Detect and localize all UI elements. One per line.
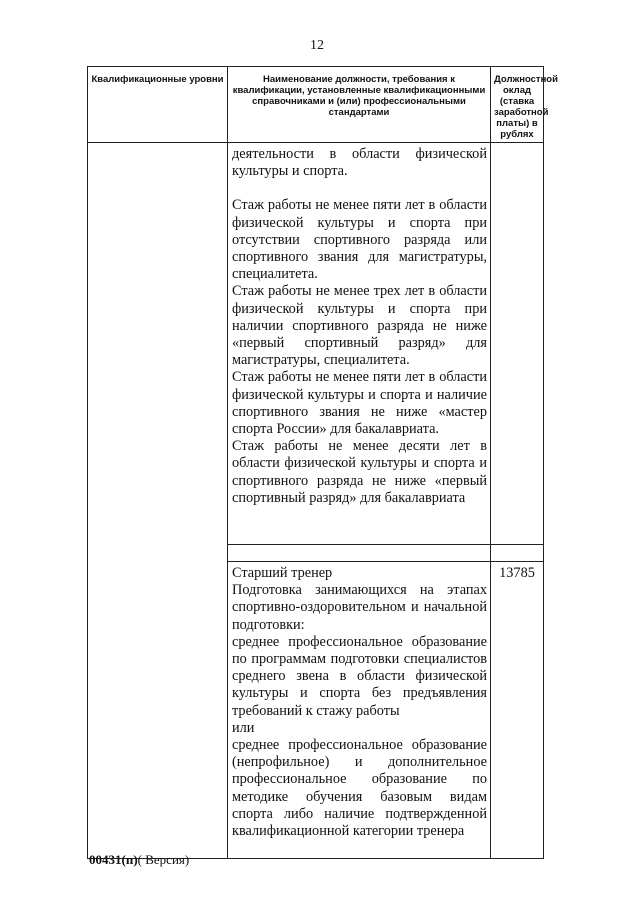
- requirement-item: Стаж работы не менее пяти лет в области физической культуры и спорта при отсутствии спортивного разряда или спортивного звания для магистратуры, специалитета.: [232, 197, 487, 283]
- paragraph-gap: [232, 180, 487, 197]
- requirement-item: Стаж работы не менее трех лет в области физической культуры и спорта при наличии спортивного разряда не ниже «первый спортивный разряд» для магистратуры, специалитета.: [232, 283, 487, 369]
- requirement-item: Стаж работы не менее пяти лет в области физической культуры и спорта и наличие спортивного звания не ниже «мастер спорта России» для бакалавриата.: [232, 369, 487, 438]
- requirements-cell: [228, 143, 491, 545]
- table-header-row: [88, 67, 544, 143]
- header-qualification-levels: Квалификационные уровни: [88, 67, 228, 143]
- table-row: [88, 143, 544, 545]
- spacer-cell: [491, 545, 544, 562]
- table-row-spacer: [88, 545, 544, 562]
- requirement-item: Подготовка занимающихся на этапах спортивно-оздоровительном и начальной подготовки:: [232, 582, 487, 633]
- table-row: [88, 562, 544, 859]
- requirement-item: среднее профессиональное образование по программам подготовки специалистов среднего звена в области физической культуры и спорта без предъявления требований к стажу работы: [232, 633, 487, 719]
- requirement-item: или: [232, 719, 255, 736]
- spacer-cell: [88, 545, 228, 562]
- requirements-intro: деятельности в области физической культуры и спорта.: [232, 146, 487, 180]
- qualification-table: [87, 66, 558, 859]
- position-title: Старший тренер: [232, 565, 333, 581]
- document-code: [89, 852, 189, 868]
- page-number: 12: [310, 38, 324, 53]
- qualification-level-cell: [88, 143, 228, 545]
- salary-cell: 13785: [491, 562, 544, 859]
- requirement-item: среднее профессиональное образование (непрофильное) и дополнительное профессиональное образование по методике обучения базовым видам спорта либо наличие подтвержденной квалификационной категории тренера: [232, 737, 487, 840]
- salary-cell: [491, 143, 544, 545]
- requirements-cell: [228, 562, 491, 859]
- header-position-requirements: Наименование должности, требования к квалификации, установленные квалификационными справочниками и (или) профессиональными стандартами: [228, 67, 491, 143]
- requirement-item: Стаж работы не менее десяти лет в области физической культуры и спорта и спортивного разряда не ниже «первый спортивный разряд» для бакалавриата: [232, 438, 487, 506]
- document-code-suffix: ( Версия): [137, 852, 190, 867]
- qualification-level-cell: [88, 562, 228, 859]
- document-code-number: 00431(п): [89, 852, 138, 867]
- spacer-cell: [228, 545, 491, 562]
- header-salary: Должностной оклад (ставка заработной платы) в рублях: [491, 67, 544, 143]
